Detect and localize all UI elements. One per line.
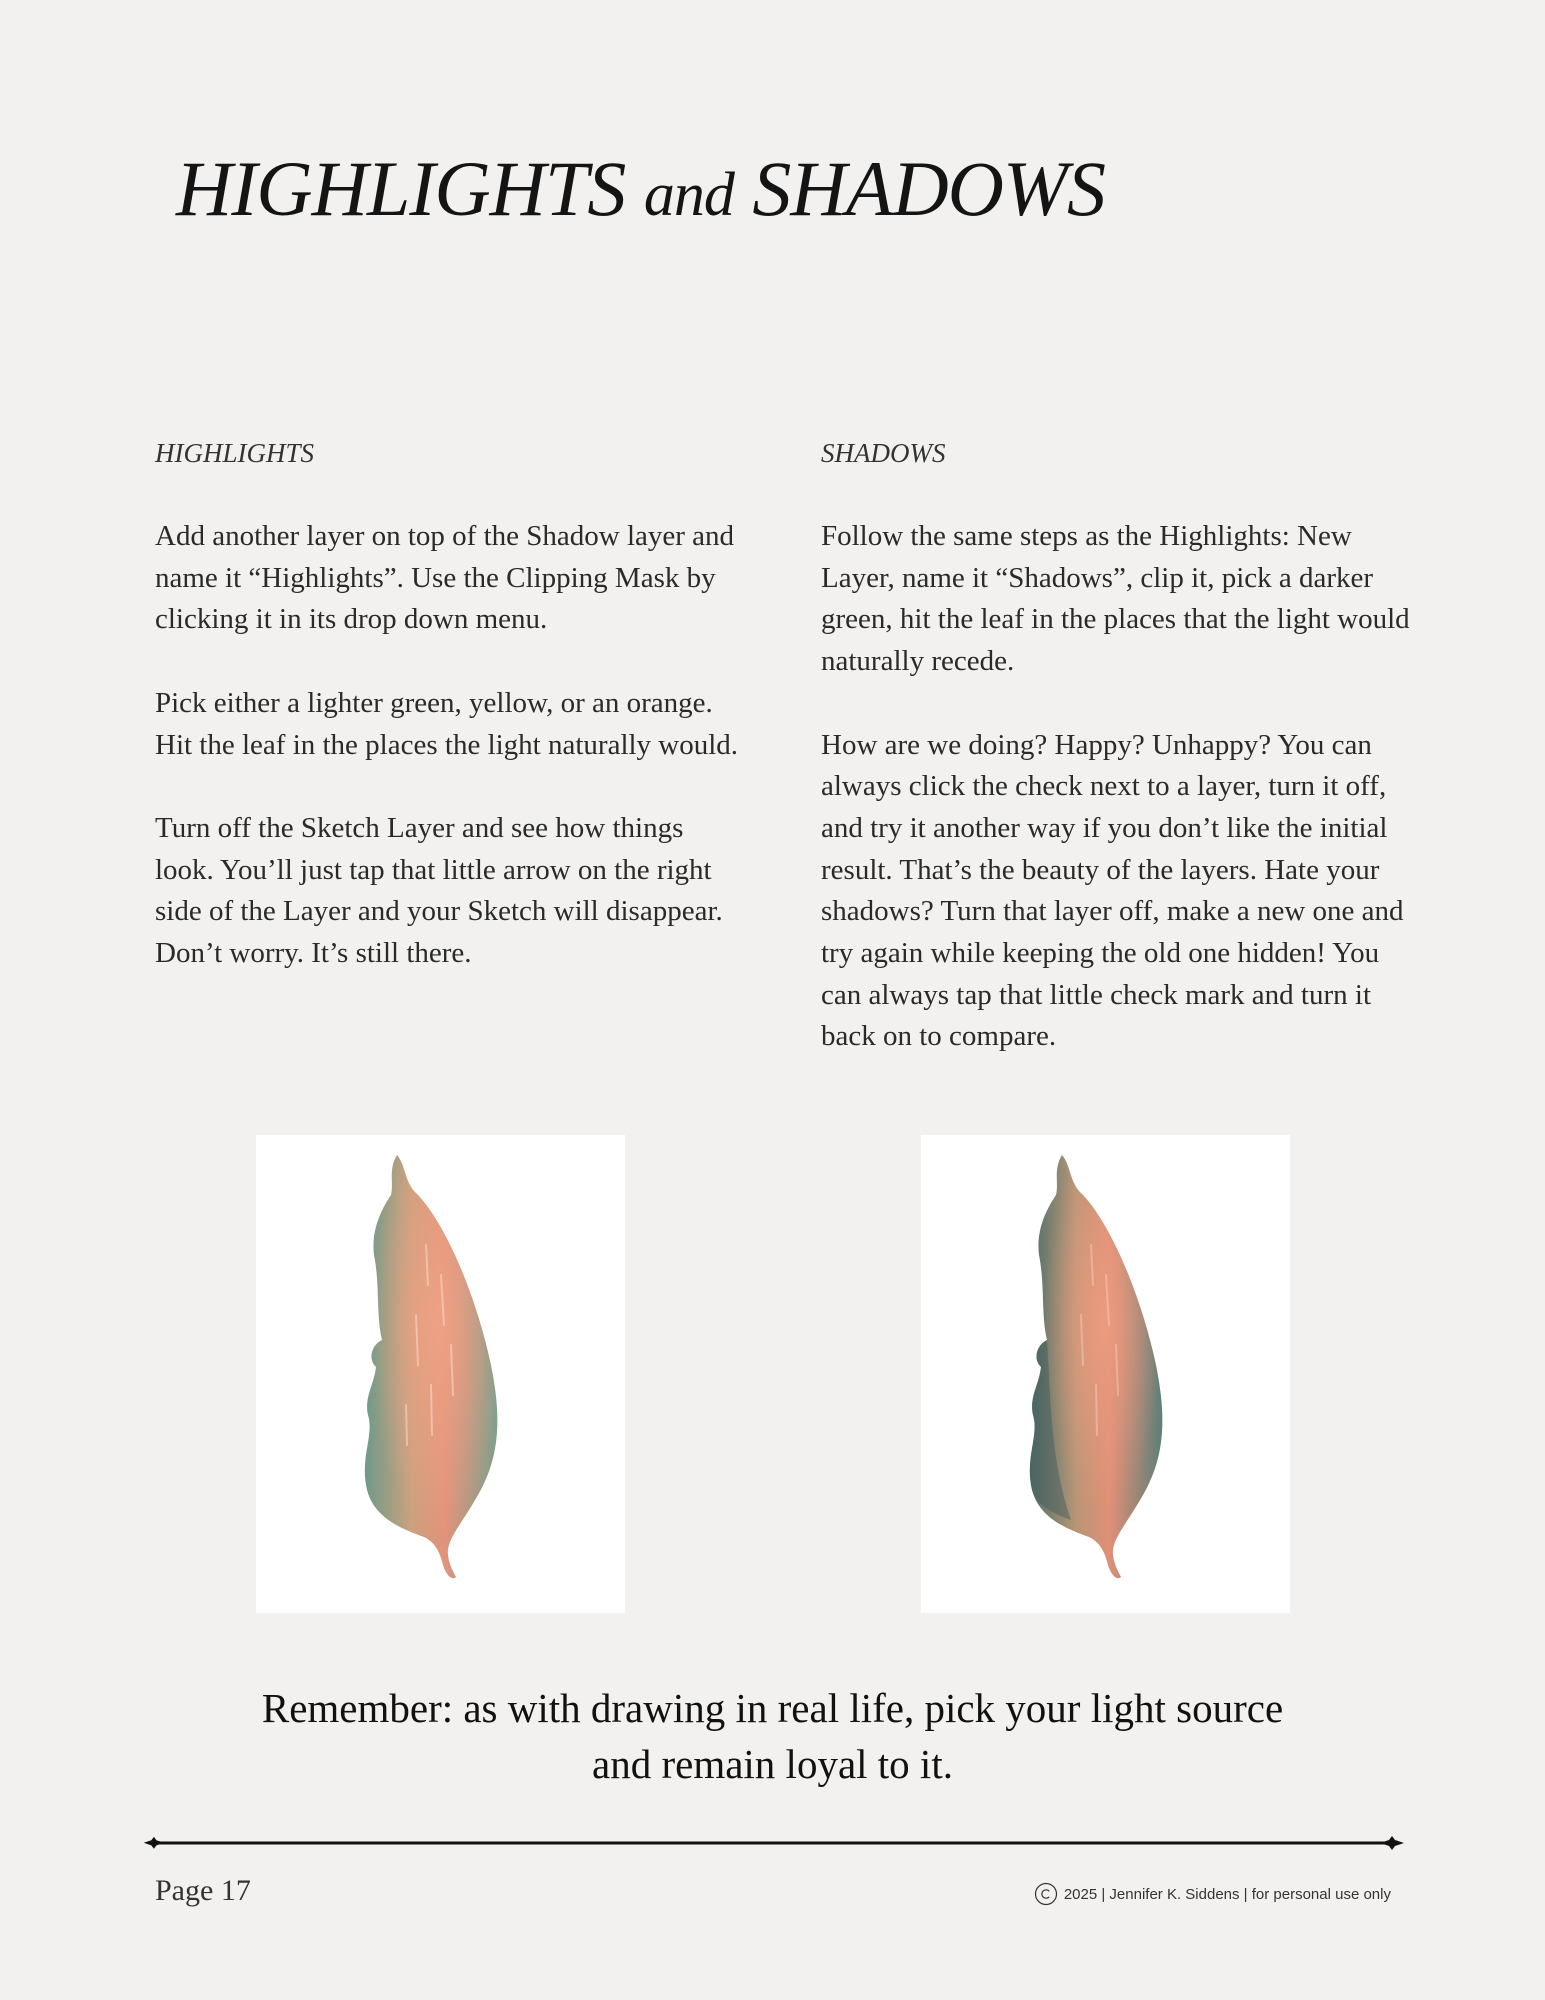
shadows-paragraph-2: How are we doing? Happy? Unhappy? You can always click the check next to a layer, turn it off, and try it another way if you don’t like the initial result. That’s the beauty of the layers. Hate your shadows? Turn that layer off, make a new one and try again while keeping the old one hidden! You can always tap that little check mark and turn it back on to compare. xyxy=(821,728,1404,1053)
quote-line-2: and remain loyal to it. xyxy=(592,1741,953,1787)
shadows-paragraph-1: Follow the same steps as the Highlights: New Layer, name it “Shadows”, clip it, pick a darker green, hit the leaf in the places that the light would naturally recede. xyxy=(821,520,1410,678)
quote-line-1: Remember: as with drawing in real life, pick your light source xyxy=(261,1685,1284,1731)
highlights-leaf-image xyxy=(256,1135,625,1613)
highlights-paragraph-2: Pick either a lighter green, yellow, or an orange. Hit the leaf in the places the light naturally would. xyxy=(155,686,739,761)
page-title xyxy=(176,145,1105,232)
title-connector: and xyxy=(643,161,734,229)
shadows-heading: SHADOWS xyxy=(821,438,946,468)
highlights-column xyxy=(155,432,745,975)
leaf-highlights-illustration xyxy=(256,1135,625,1613)
shadows-leaf-image xyxy=(921,1135,1290,1613)
highlights-paragraph-3: Turn off the Sketch Layer and see how things look. You’ll just tap that little arrow on the right side of the Layer and your Sketch will disappear. Don’t worry. It’s still there. xyxy=(155,811,723,969)
title-shadows: SHADOWS xyxy=(752,145,1105,232)
title-highlights: HIGHLIGHTS xyxy=(176,145,626,232)
copyright-text: 2025 | Jennifer K. Siddens | for personal use only xyxy=(1063,1885,1391,1903)
shadows-column xyxy=(821,432,1411,1058)
copyright-icon xyxy=(1034,1882,1058,1906)
highlights-heading: HIGHLIGHTS xyxy=(155,438,315,468)
footer-divider xyxy=(142,1836,1404,1850)
leaf-shadows-illustration xyxy=(921,1135,1290,1613)
highlights-paragraph-1: Add another layer on top of the Shadow layer and name it “Highlights”. Use the Clipping Mask by clicking it in its drop down menu. xyxy=(155,520,735,636)
copyright-notice xyxy=(1034,1882,1391,1906)
closing-quote xyxy=(0,1680,1545,1792)
page-number: Page 17 xyxy=(155,1874,251,1907)
